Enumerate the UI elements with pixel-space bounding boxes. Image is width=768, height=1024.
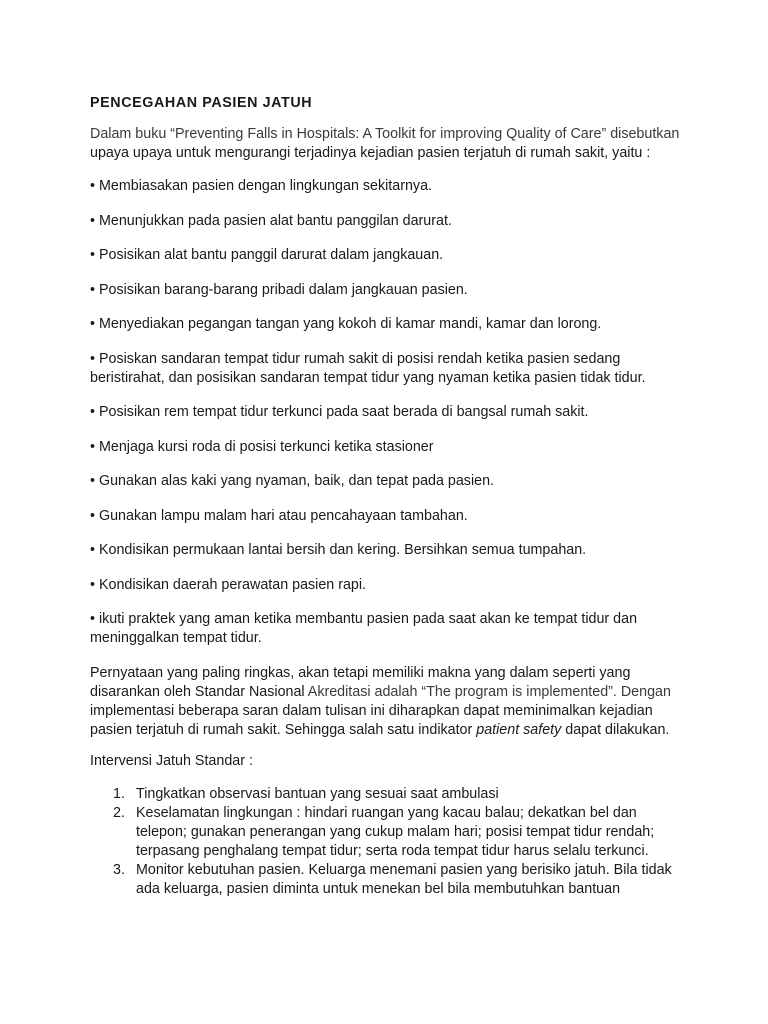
summary-text-part3: implementasi beberapa saran dalam tulisan ini diharapkan dapat meminimalkan kejadian pasien terjatuh di rumah sakit. Sehingga salah satu indikator: [90, 702, 653, 738]
intervensi-heading: Intervensi Jatuh Standar :: [90, 752, 253, 769]
intro-text-part2: upaya upaya untuk mengurangi terjadinya kejadian pasien terjatuh di rumah sakit, yaitu :: [90, 145, 651, 161]
bullet-item: • Kondisikan permukaan lantai bersih dan kering. Bersihkan semua tumpahan.: [90, 542, 587, 558]
bullet-item: • Posiskan sandaran tempat tidur rumah sakit di posisi rendah ketika pasien sedang beristirahat, dan posisikan sandaran tempat tidur yang nyaman ketika pasien tidak tidur.: [90, 350, 646, 386]
list-item: [90, 861, 690, 899]
bullet-item: • Posisikan alat bantu panggil darurat dalam jangkauan.: [90, 247, 444, 263]
document-body: [90, 94, 690, 899]
summary-text-italic: patient safety: [476, 721, 562, 738]
bullet-item: • Menyediakan pegangan tangan yang kokoh di kamar mandi, kamar dan lorong.: [90, 316, 602, 332]
list-item: [90, 804, 690, 861]
intro-paragraph: [90, 125, 690, 163]
bullet-item: • Gunakan lampu malam hari atau pencahayaan tambahan.: [90, 507, 468, 524]
list-item-number: 2.: [113, 804, 125, 821]
summary-text-part4: dapat dilakukan.: [561, 721, 670, 738]
bullet-item: • Posisikan barang-barang pribadi dalam jangkauan pasien.: [90, 281, 468, 298]
list-item-text: Monitor kebutuhan pasien. Keluarga menemani pasien yang berisiko jatuh. Bila tidak ada keluarga, pasien diminta untuk menekan bel bila membutuhkan bantuan: [136, 861, 672, 897]
summary-text-part1: Pernyataan yang paling ringkas, akan tetapi memiliki makna yang dalam seperti yang disarankan oleh Standar Nasional: [90, 664, 631, 700]
list-item: [90, 785, 690, 804]
bullet-item: • Menjaga kursi roda di posisi terkunci ketika stasioner: [90, 438, 434, 455]
bullet-item: • Membiasakan pasien dengan lingkungan sekitarnya.: [90, 178, 432, 194]
intervensi-list: [90, 785, 690, 899]
list-item-number: 3.: [113, 861, 125, 878]
intro-text-part1: Dalam buku “Preventing Falls in Hospitals: A Toolkit for improving Quality of Care” disebutkan: [90, 126, 680, 142]
list-item-number: 1.: [113, 785, 125, 802]
bullet-item: • Posisikan rem tempat tidur terkunci pada saat berada di bangsal rumah sakit.: [90, 404, 589, 420]
summary-paragraph: [90, 664, 690, 740]
bullet-item: • Gunakan alas kaki yang nyaman, baik, dan tepat pada pasien.: [90, 473, 494, 489]
document-title: PENCEGAHAN PASIEN JATUH: [90, 95, 313, 111]
bullet-item: • Kondisikan daerah perawatan pasien rapi.: [90, 576, 367, 593]
summary-text-part2: Akreditasi adalah “The program is implemented”. Dengan: [307, 683, 671, 700]
bullet-item: • ikuti praktek yang aman ketika membantu pasien pada saat akan ke tempat tidur dan meninggalkan tempat tidur.: [90, 611, 638, 646]
list-item-text: Keselamatan lingkungan : hindari ruangan yang kacau balau; dekatkan bel dan telepon; gunakan penerangan yang cukup malam hari; posisi tempat tidur rendah; terpasang penghalang tempat tidur; serta roda tempat tidur harus selalu terkunci.: [136, 804, 655, 859]
bullet-item: • Menunjukkan pada pasien alat bantu panggilan darurat.: [90, 212, 452, 229]
list-item-text: Tingkatkan observasi bantuan yang sesuai saat ambulasi: [136, 785, 499, 802]
